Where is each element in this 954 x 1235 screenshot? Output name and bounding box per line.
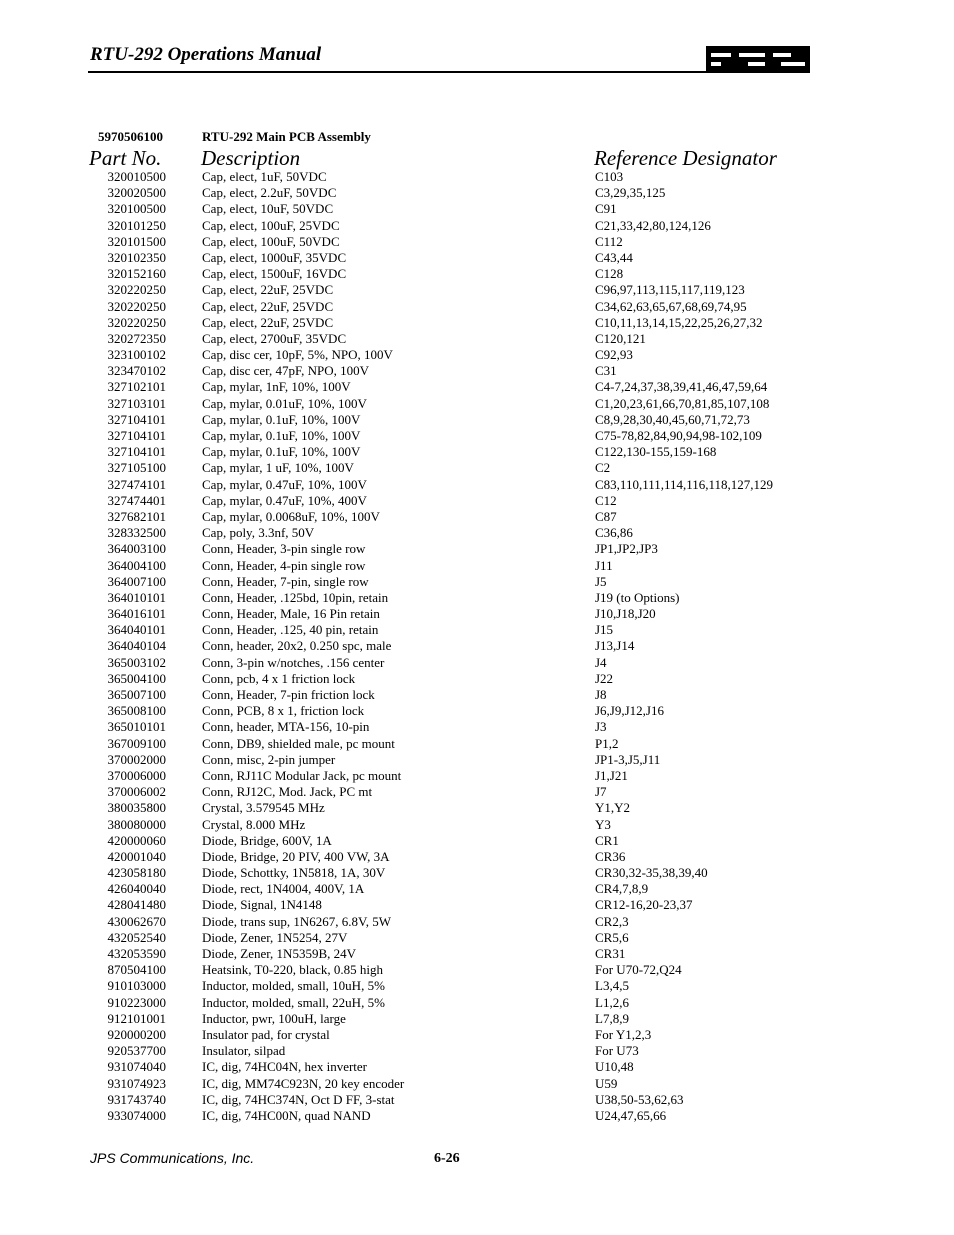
reference-designator-cell: U38,50-53,62,63	[595, 1091, 684, 1107]
description-cell: IC, dig, 74HC374N, Oct D FF, 3-stat	[202, 1091, 395, 1107]
part-number-cell: 364040101	[107, 622, 166, 638]
reference-designator-cell: L1,2,6	[595, 994, 629, 1010]
table-row	[0, 768, 954, 784]
reference-designator-cell: J7	[595, 784, 607, 800]
part-number-cell: 365007100	[107, 687, 166, 702]
table-row	[0, 995, 954, 1011]
description-cell: Conn, Header, 7-pin friction lock	[202, 687, 375, 702]
table-row	[0, 201, 954, 217]
description-cell: Conn, misc, 2-pin jumper	[202, 751, 336, 767]
reference-designator-cell: Y3	[595, 816, 611, 832]
table-row	[0, 509, 954, 525]
description-cell: Diode, Schottky, 1N5818, 1A, 30V	[202, 865, 386, 881]
reference-designator-cell: C8,9,28,30,40,45,60,71,72,73	[595, 411, 750, 427]
reference-designator-cell: J19 (to Options)	[595, 589, 680, 605]
part-number-cell: 364040104	[107, 638, 166, 654]
reference-designator-cell: C1,20,23,61,66,70,81,85,107,108	[595, 395, 770, 411]
table-row	[0, 655, 954, 671]
table-row	[0, 833, 954, 849]
description-cell: Conn, 3-pin w/notches, .156 center	[202, 654, 385, 670]
reference-designator-cell: JP1-3,J5,J11	[595, 751, 661, 767]
reference-designator-cell: J8	[595, 687, 607, 702]
description-cell: Crystal, 3.579545 MHz	[202, 800, 325, 816]
reference-designator-cell: C21,33,42,80,124,126	[595, 217, 711, 233]
part-number-cell: 370006002	[107, 784, 166, 800]
description-cell: Conn, PCB, 8 x 1, friction lock	[202, 703, 365, 719]
table-row	[0, 379, 954, 395]
reference-designator-cell: C31	[595, 363, 617, 379]
description-cell: Cap, elect, 22uF, 25VDC	[202, 314, 334, 330]
reference-designator-cell: Y1,Y2	[595, 800, 631, 816]
part-number-cell: 420001040	[107, 848, 166, 864]
part-number-cell: 430062670	[107, 913, 166, 929]
part-number-cell: 426040040	[107, 881, 166, 897]
column-header-reference: Reference Designator	[594, 146, 777, 170]
description-cell: IC, dig, 74HC04N, hex inverter	[202, 1059, 368, 1075]
assembly-title: RTU-292 Main PCB Assembly	[202, 129, 371, 144]
reference-designator-cell: C96,97,113,115,117,119,123	[595, 282, 745, 298]
part-number-cell: 912101001	[107, 1010, 166, 1026]
part-number-cell: 327474401	[107, 492, 166, 508]
reference-designator-cell: J22	[595, 670, 614, 686]
part-number-cell: 320152160	[107, 266, 166, 282]
description-cell: Conn, Header, 3-pin single row	[202, 541, 366, 557]
reference-designator-cell: CR1	[595, 832, 619, 848]
description-cell: Cap, elect, 22uF, 25VDC	[202, 298, 334, 314]
reference-designator-cell: C36,86	[595, 525, 633, 541]
part-number-cell: 910103000	[107, 978, 166, 994]
reference-designator-cell: CR30,32-35,38,39,40	[595, 865, 708, 881]
description-cell: Cap, elect, 22uF, 25VDC	[202, 282, 334, 298]
reference-designator-cell: J11	[595, 557, 613, 573]
table-row	[0, 1043, 954, 1059]
reference-designator-cell: CR36	[595, 848, 626, 864]
part-number-cell: 380035800	[107, 800, 166, 816]
description-cell: Cap, mylar, 1nF, 10%, 100V	[202, 379, 351, 395]
part-number-cell: 320220250	[107, 314, 166, 330]
reference-designator-cell: J6,J9,J12,J16	[595, 703, 664, 719]
part-number-cell: 323100102	[107, 347, 166, 363]
description-cell: Cap, mylar, 0.01uF, 10%, 100V	[202, 395, 367, 411]
part-number-cell: 380080000	[107, 816, 166, 832]
description-cell: IC, dig, 74HC00N, quad NAND	[202, 1107, 371, 1123]
table-row	[0, 493, 954, 509]
reference-designator-cell: CR4,7,8,9	[595, 881, 649, 897]
part-number-cell: 320102350	[107, 249, 166, 265]
part-number-cell: 327682101	[107, 508, 166, 524]
description-cell: Cap, disc cer, 10pF, 5%, NPO, 100V	[202, 347, 393, 363]
column-header-description: Description	[201, 146, 301, 170]
table-row	[0, 460, 954, 476]
part-number-cell: 931074040	[107, 1059, 166, 1075]
description-cell: Cap, elect, 10uF, 50VDC	[202, 201, 334, 217]
description-cell: Diode, Zener, 1N5254, 27V	[202, 929, 348, 945]
reference-designator-cell: L7,8,9	[595, 1010, 629, 1026]
table-row	[0, 541, 954, 557]
part-number-cell: 327104101	[107, 444, 166, 460]
part-number-cell: 327104101	[107, 428, 166, 443]
table-row	[0, 703, 954, 719]
reference-designator-cell: CR31	[595, 946, 626, 961]
table-row	[0, 234, 954, 250]
part-number-cell: 327103101	[107, 395, 166, 411]
description-cell: Conn, DB9, shielded male, pc mount	[202, 735, 395, 751]
part-number-cell: 365003102	[107, 654, 166, 670]
reference-designator-cell: C91	[595, 201, 617, 217]
table-row	[0, 881, 954, 897]
description-cell: Cap, mylar, 0.1uF, 10%, 100V	[202, 444, 361, 460]
reference-designator-cell: C10,11,13,14,15,22,25,26,27,32	[595, 314, 763, 330]
reference-designator-cell: CR5,6	[595, 929, 629, 945]
reference-designator-cell: J15	[595, 622, 614, 638]
table-row	[0, 962, 954, 978]
table-row	[0, 897, 954, 913]
table-row	[0, 185, 954, 201]
table-row	[0, 865, 954, 881]
table-row	[0, 590, 954, 606]
table-row	[0, 331, 954, 347]
part-number-cell: 328332500	[107, 525, 166, 541]
reference-designator-cell: U59	[595, 1075, 618, 1091]
description-cell: Cap, elect, 2700uF, 35VDC	[202, 330, 347, 346]
description-cell: Insulator pad, for crystal	[202, 1026, 330, 1042]
reference-designator-cell: CR2,3	[595, 913, 629, 929]
reference-designator-cell: CR12-16,20-23,37	[595, 897, 693, 913]
description-cell: Diode, Signal, 1N4148	[202, 897, 322, 913]
part-number-cell: 432053590	[107, 946, 166, 961]
table-row	[0, 396, 954, 412]
description-cell: Diode, rect, 1N4004, 400V, 1A	[202, 881, 365, 897]
part-number-cell: 320220250	[107, 298, 166, 314]
reference-designator-cell: C92,93	[595, 347, 633, 363]
reference-designator-cell: C75-78,82,84,90,94,98-102,109	[595, 428, 762, 443]
reference-designator-cell: J10,J18,J20	[595, 606, 656, 622]
page-number: 6-26	[434, 1151, 460, 1166]
table-row	[0, 638, 954, 654]
part-number-cell: 428041480	[107, 897, 166, 913]
table-row	[0, 914, 954, 930]
table-row	[0, 622, 954, 638]
part-number-cell: 933074000	[107, 1107, 166, 1123]
description-cell: Insulator, silpad	[202, 1043, 286, 1059]
part-number-cell: 931074923	[107, 1075, 166, 1091]
table-row	[0, 1027, 954, 1043]
assembly-part-number: 5970506100	[98, 129, 163, 144]
table-row	[0, 719, 954, 735]
part-number-cell: 423058180	[107, 865, 166, 881]
footer-company: JPS Communications, Inc.	[90, 1150, 255, 1166]
reference-designator-cell: C34,62,63,65,67,68,69,74,95	[595, 298, 747, 314]
part-number-cell: 364016101	[107, 606, 166, 622]
table-row	[0, 736, 954, 752]
description-cell: Diode, Bridge, 600V, 1A	[202, 832, 332, 848]
table-row	[0, 800, 954, 816]
description-cell: Conn, Header, Male, 16 Pin retain	[202, 606, 380, 622]
description-cell: Diode, Bridge, 20 PIV, 400 VW, 3A	[202, 848, 390, 864]
table-row	[0, 169, 954, 185]
parts-list	[0, 169, 954, 1124]
part-number-cell: 327105100	[107, 460, 166, 476]
table-row	[0, 1108, 954, 1124]
part-number-cell: 320101500	[107, 233, 166, 249]
part-number-cell: 910223000	[107, 994, 166, 1010]
table-row	[0, 266, 954, 282]
description-cell: Conn, RJ11C Modular Jack, pc mount	[202, 767, 402, 783]
table-row	[0, 752, 954, 768]
reference-designator-cell: P1,2	[595, 735, 619, 751]
reference-designator-cell: L3,4,5	[595, 978, 629, 994]
table-row	[0, 1011, 954, 1027]
description-cell: Conn, Header, .125, 40 pin, retain	[202, 622, 379, 638]
part-number-cell: 320020500	[107, 185, 166, 201]
part-number-cell: 920000200	[107, 1026, 166, 1042]
description-cell: Cap, elect, 100uF, 50VDC	[202, 233, 340, 249]
description-cell: Cap, mylar, 0.0068uF, 10%, 100V	[202, 508, 380, 524]
description-cell: Inductor, pwr, 100uH, large	[202, 1010, 346, 1026]
reference-designator-cell: J3	[595, 719, 607, 735]
description-cell: Conn, header, 20x2, 0.250 spc, male	[202, 638, 392, 654]
reference-designator-cell: For U70-72,Q24	[595, 962, 682, 978]
part-number-cell: 364007100	[107, 573, 166, 589]
reference-designator-cell: C103	[595, 169, 624, 184]
part-number-cell: 320010500	[107, 169, 166, 184]
reference-designator-cell: C43,44	[595, 249, 633, 265]
table-row	[0, 930, 954, 946]
description-cell: Cap, disc cer, 47pF, NPO, 100V	[202, 363, 370, 379]
part-number-cell: 370006000	[107, 767, 166, 783]
description-cell: Heatsink, T0-220, black, 0.85 high	[202, 962, 384, 978]
description-cell: Cap, elect, 1500uF, 16VDC	[202, 266, 347, 282]
table-row	[0, 558, 954, 574]
description-cell: Cap, elect, 1000uF, 35VDC	[202, 249, 347, 265]
table-row	[0, 525, 954, 541]
reference-designator-cell: U10,48	[595, 1059, 634, 1075]
table-row	[0, 1076, 954, 1092]
reference-designator-cell: JP1,JP2,JP3	[595, 541, 658, 557]
table-row	[0, 412, 954, 428]
part-number-cell: 365010101	[107, 719, 166, 735]
part-number-cell: 320220250	[107, 282, 166, 298]
reference-designator-cell: For Y1,2,3	[595, 1026, 652, 1042]
description-cell: Cap, mylar, 0.47uF, 10%, 400V	[202, 492, 367, 508]
description-cell: Cap, elect, 100uF, 25VDC	[202, 217, 340, 233]
description-cell: Cap, mylar, 1 uF, 10%, 100V	[202, 460, 354, 476]
description-cell: Conn, RJ12C, Mod. Jack, PC mt	[202, 784, 373, 800]
part-number-cell: 420000060	[107, 832, 166, 848]
description-cell: Cap, poly, 3.3nf, 50V	[202, 525, 315, 541]
description-cell: Conn, Header, 4-pin single row	[202, 557, 366, 573]
reference-designator-cell: J5	[595, 573, 607, 589]
table-row	[0, 978, 954, 994]
part-number-cell: 323470102	[107, 363, 166, 379]
table-row	[0, 477, 954, 493]
table-row	[0, 606, 954, 622]
table-row	[0, 363, 954, 379]
description-cell: Diode, trans sup, 1N6267, 6.8V, 5W	[202, 913, 391, 929]
part-number-cell: 327104101	[107, 411, 166, 427]
description-cell: IC, dig, MM74C923N, 20 key encoder	[202, 1075, 405, 1091]
table-row	[0, 946, 954, 962]
part-number-cell: 364004100	[107, 557, 166, 573]
table-row	[0, 250, 954, 266]
description-cell: Cap, mylar, 0.1uF, 10%, 100V	[202, 428, 361, 443]
table-row	[0, 849, 954, 865]
header-rule	[88, 71, 810, 73]
part-number-cell: 320101250	[107, 217, 166, 233]
table-row	[0, 347, 954, 363]
description-cell: Cap, mylar, 0.1uF, 10%, 100V	[202, 411, 361, 427]
reference-designator-cell: C83,110,111,114,116,118,127,129	[595, 476, 774, 492]
reference-designator-cell: C120,121	[595, 330, 646, 346]
reference-designator-cell: C12	[595, 492, 617, 508]
table-row	[0, 299, 954, 315]
jps-logo	[706, 46, 810, 73]
table-row	[0, 1092, 954, 1108]
description-cell: Crystal, 8.000 MHz	[202, 816, 306, 832]
table-row	[0, 428, 954, 444]
table-row	[0, 444, 954, 460]
part-number-cell: 327102101	[107, 379, 166, 395]
description-cell: Cap, elect, 2.2uF, 50VDC	[202, 185, 337, 201]
description-cell: Conn, Header, .125bd, 10pin, retain	[202, 589, 389, 605]
reference-designator-cell: C128	[595, 266, 624, 282]
part-number-cell: 320100500	[107, 201, 166, 217]
part-number-cell: 870504100	[107, 962, 166, 978]
reference-designator-cell: C112	[595, 233, 623, 249]
part-number-cell: 320272350	[107, 330, 166, 346]
reference-designator-cell: C122,130-155,159-168	[595, 444, 717, 460]
column-header-part-no: Part No.	[89, 146, 162, 170]
table-row	[0, 784, 954, 800]
reference-designator-cell: J13,J14	[595, 638, 635, 654]
description-cell: Conn, header, MTA-156, 10-pin	[202, 719, 370, 735]
part-number-cell: 432052540	[107, 929, 166, 945]
table-row	[0, 687, 954, 703]
reference-designator-cell: C87	[595, 508, 617, 524]
table-row	[0, 282, 954, 298]
description-cell: Conn, Header, 7-pin, single row	[202, 573, 369, 589]
table-row	[0, 574, 954, 590]
part-number-cell: 370002000	[107, 751, 166, 767]
part-number-cell: 364003100	[107, 541, 166, 557]
reference-designator-cell: U24,47,65,66	[595, 1107, 667, 1123]
description-cell: Cap, mylar, 0.47uF, 10%, 100V	[202, 476, 367, 492]
part-number-cell: 365008100	[107, 703, 166, 719]
table-row	[0, 671, 954, 687]
description-cell: Inductor, molded, small, 10uH, 5%	[202, 978, 385, 994]
description-cell: Conn, pcb, 4 x 1 friction lock	[202, 670, 356, 686]
reference-designator-cell: C2	[595, 460, 611, 476]
part-number-cell: 367009100	[107, 735, 166, 751]
part-number-cell: 364010101	[107, 589, 166, 605]
description-cell: Inductor, molded, small, 22uH, 5%	[202, 994, 385, 1010]
description-cell: Diode, Zener, 1N5359B, 24V	[202, 946, 357, 961]
part-number-cell: 365004100	[107, 670, 166, 686]
part-number-cell: 920537700	[107, 1043, 166, 1059]
reference-designator-cell: J1,J21	[595, 767, 628, 783]
reference-designator-cell: C4-7,24,37,38,39,41,46,47,59,64	[595, 379, 768, 395]
reference-designator-cell: For U73	[595, 1043, 639, 1059]
document-title: RTU-292 Operations Manual	[90, 44, 322, 65]
table-row	[0, 817, 954, 833]
table-row	[0, 218, 954, 234]
table-row	[0, 1059, 954, 1075]
part-number-cell: 327474101	[107, 476, 166, 492]
part-number-cell: 931743740	[107, 1091, 166, 1107]
reference-designator-cell: J4	[595, 654, 607, 670]
description-cell: Cap, elect, 1uF, 50VDC	[202, 169, 327, 184]
reference-designator-cell: C3,29,35,125	[595, 185, 666, 201]
table-row	[0, 315, 954, 331]
